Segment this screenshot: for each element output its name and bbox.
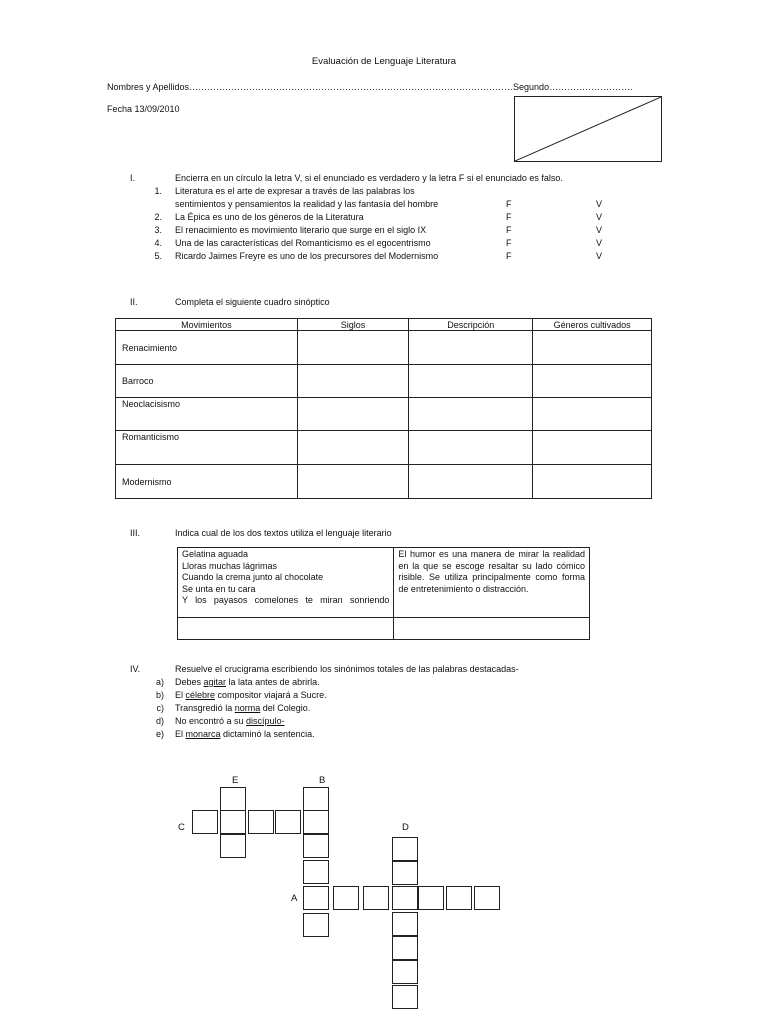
crossword-cell[interactable]: [363, 886, 389, 910]
poem-line: Gelatina aguada: [182, 549, 249, 559]
option-f[interactable]: F: [506, 251, 512, 261]
sentence: [175, 716, 285, 726]
movement-cell: Romanticismo: [116, 431, 298, 465]
col-header-siglos: Siglos: [297, 319, 409, 331]
crossword-cell[interactable]: [220, 834, 246, 858]
clue-label-e: E: [232, 775, 239, 786]
grade-box-diagonal: [515, 97, 661, 161]
item-letter: c): [156, 703, 164, 713]
item-text: El renacimiento es movimiento literario que surge en el siglo IX: [175, 225, 427, 235]
sentence: [175, 690, 327, 700]
crossword-cell[interactable]: [220, 810, 246, 834]
texts-table: [177, 547, 590, 640]
sentence-text: la lata antes de abrirla.: [226, 677, 320, 687]
crossword-cell[interactable]: [303, 913, 329, 937]
sentence: [175, 703, 310, 713]
answer-cell[interactable]: [409, 331, 533, 365]
option-v[interactable]: V: [596, 199, 603, 209]
option-f[interactable]: F: [506, 199, 512, 209]
answer-cell[interactable]: [297, 431, 409, 465]
crossword-cell[interactable]: [303, 810, 329, 834]
answer-cell[interactable]: [409, 365, 533, 398]
col-header-generos: Géneros cultivados: [533, 319, 652, 331]
clue-label-c: C: [178, 822, 185, 833]
option-v[interactable]: V: [596, 212, 603, 222]
answer-cell[interactable]: [297, 365, 409, 398]
answer-cell[interactable]: [533, 431, 652, 465]
item-number: 3.: [154, 225, 162, 235]
sentence-text: dictaminó la sentencia.: [220, 729, 315, 739]
crossword-cell[interactable]: [333, 886, 359, 910]
col-header-descripcion: Descripción: [409, 319, 533, 331]
answer-cell[interactable]: [297, 465, 409, 499]
section-3-numeral: III.: [130, 528, 141, 538]
poem-line: Cuando la crema junto al chocolate: [182, 572, 324, 582]
date-label: Fecha 13/09/2010: [107, 104, 180, 114]
sentence-text: compositor viajará a Sucre.: [215, 690, 327, 700]
option-v[interactable]: V: [596, 225, 603, 235]
item-number: 1.: [154, 186, 162, 196]
item-text: Ricardo Jaimes Freyre es uno de los precursores del Modernismo: [175, 251, 439, 261]
highlighted-word: norma: [234, 703, 261, 713]
sentence: [175, 677, 320, 687]
answer-cell[interactable]: [409, 431, 533, 465]
section-1-instruction: Encierra en un círculo la letra V, si el enunciado es verdadero y la letra F si el enunciado es falso.: [175, 173, 563, 183]
item-text: sentimientos y pensamientos la realidad y las fantasía del hombre: [175, 199, 439, 209]
movement-cell: Neoclacisismo: [116, 398, 298, 431]
crossword-cell[interactable]: [392, 912, 418, 936]
crossword-cell[interactable]: [392, 960, 418, 984]
answer-cell[interactable]: [409, 398, 533, 431]
item-text: Una de las características del Romanticismo es el egocentrismo: [175, 238, 431, 248]
sentence-text: El: [175, 729, 186, 739]
page-title: Evaluación de Lenguaje Literatura: [311, 56, 457, 67]
item-text: Literatura es el arte de expresar a través de las palabras los: [175, 186, 415, 196]
poem-cell: [178, 548, 394, 618]
movement-cell: Renacimiento: [116, 331, 298, 365]
crossword-cell[interactable]: [303, 787, 329, 811]
crossword-cell[interactable]: [303, 860, 329, 884]
crossword-cell[interactable]: [303, 886, 329, 910]
sentence-text: del Colegio.: [260, 703, 311, 713]
clue-label-d: D: [402, 822, 409, 833]
sentence-text: Debes: [175, 677, 204, 687]
highlighted-word: célebre: [185, 690, 216, 700]
answer-cell[interactable]: [297, 398, 409, 431]
crossword-cell[interactable]: [220, 787, 246, 811]
section-1-numeral: I.: [130, 173, 136, 183]
sentence: [175, 729, 315, 739]
crossword-cell[interactable]: [446, 886, 472, 910]
names-field-label[interactable]: Nombres y Apellidos………………………………………………………………………………………………Segundo……………………….: [107, 82, 633, 92]
crossword-cell[interactable]: [192, 810, 218, 834]
highlighted-word: agitar: [203, 677, 227, 687]
option-f[interactable]: F: [506, 238, 512, 248]
section-3-instruction: Indica cual de los dos textos utiliza el lenguaje literario: [175, 528, 392, 538]
crossword-cell[interactable]: [392, 936, 418, 960]
answer-cell[interactable]: [409, 465, 533, 499]
option-v[interactable]: V: [596, 251, 603, 261]
item-number: 4.: [154, 238, 162, 248]
item-text: La Épica es uno de los géneros de la Literatura: [175, 212, 364, 222]
item-letter: a): [155, 677, 164, 687]
sentence-text: El: [175, 690, 186, 700]
section-2-numeral: II.: [130, 297, 138, 307]
option-f[interactable]: F: [506, 212, 512, 222]
item-letter: b): [155, 690, 164, 700]
item-letter: e): [155, 729, 164, 739]
crossword-cell[interactable]: [248, 810, 274, 834]
clue-label-b: B: [319, 775, 326, 786]
prose-cell: El humor es una manera de mirar la realidad en la que se escoge resaltar su lado cómico risible. Se utiliza principalmente como forma de entretenimiento o distracción.: [394, 548, 590, 618]
answer-cell[interactable]: [533, 398, 652, 431]
item-number: 5.: [154, 251, 162, 261]
sentence-text: Transgredió la: [175, 703, 235, 713]
synoptic-table: [115, 318, 652, 499]
answer-cell[interactable]: [297, 331, 409, 365]
item-letter: d): [155, 716, 164, 726]
highlighted-word: monarca: [185, 729, 221, 739]
crossword-cell[interactable]: [392, 886, 418, 910]
section-2-instruction: Completa el siguiente cuadro sinóptico: [175, 297, 330, 307]
crossword-cell[interactable]: [392, 861, 418, 885]
option-v[interactable]: V: [596, 238, 603, 248]
answer-cell[interactable]: [533, 331, 652, 365]
poem-line: Lloras muchas lágrimas: [182, 560, 278, 571]
crossword-cell[interactable]: [275, 810, 301, 834]
crossword-cell[interactable]: [418, 886, 444, 910]
answer-cell[interactable]: [178, 618, 394, 640]
section-4-numeral: IV.: [130, 664, 141, 674]
clue-label-a: A: [291, 893, 298, 904]
poem-line: Se unta en tu cara: [182, 583, 256, 594]
crossword-cell[interactable]: [303, 834, 329, 858]
crossword-cell[interactable]: [392, 837, 418, 861]
crossword-cell[interactable]: [392, 985, 418, 1009]
col-header-movimientos: Movimientos: [116, 319, 298, 331]
answer-cell[interactable]: [533, 465, 652, 499]
item-number: 2.: [154, 212, 162, 222]
highlighted-word: discípulo-: [246, 716, 285, 726]
answer-cell[interactable]: [533, 365, 652, 398]
section-4-instruction: Resuelve el crucigrama escribiendo los sinónimos totales de las palabras destacadas-: [175, 664, 519, 674]
crossword-cell[interactable]: [474, 886, 500, 910]
option-f[interactable]: F: [506, 225, 512, 235]
poem-line: Y los payasos comelones te miran sonriendo: [182, 595, 390, 605]
movement-cell: Barroco: [116, 365, 298, 398]
movement-cell: Modernismo: [116, 465, 298, 499]
grade-box[interactable]: [514, 96, 662, 162]
answer-cell[interactable]: [394, 618, 590, 640]
sentence-text: No encontró a su: [175, 716, 247, 726]
